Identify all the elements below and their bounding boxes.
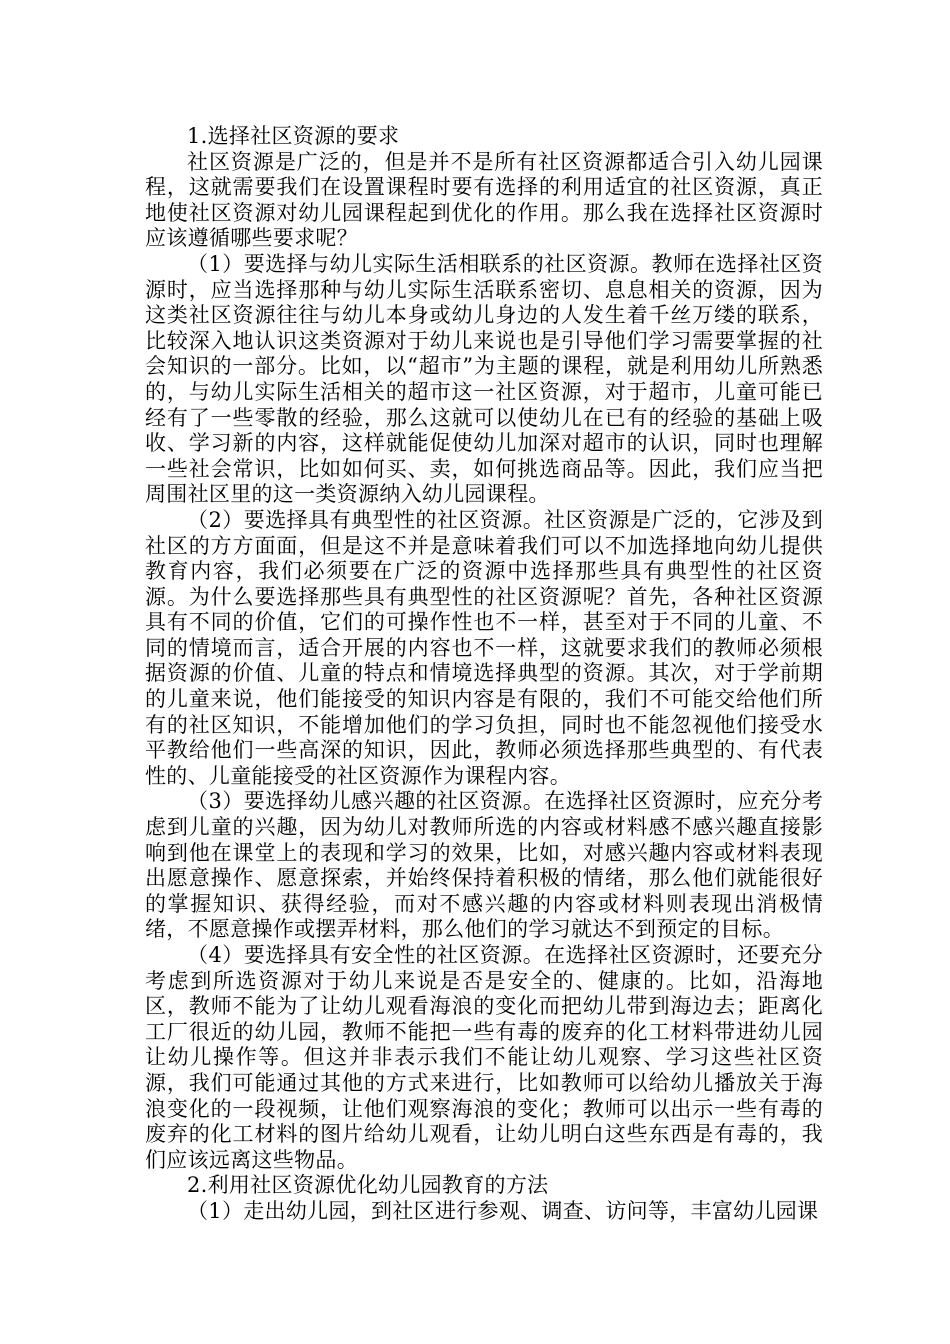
section-heading-2: 2.利用社区资源优化幼儿园教育的方法 [187,1173,549,1198]
paragraph-intro: 社区资源是广泛的，但是并不是所有社区资源都适合引入幼儿园课程，这就需要我们在设置课程时要有选择的利用适宜的社区资源，真正地使社区资源对幼儿园课程起到优化的作用。那么我在选择社区资源时应该遵循哪些要求呢？ [145,149,823,251]
paragraph-requirement-2: （2）要选择具有典型性的社区资源。社区资源是广泛的，它涉及到社区的方方面面，但是这不并是意味着我们可以不加选择地向幼儿提供教育内容，我们必须要在广泛的资源中选择那些具有典型性的社区资源。为什么要选择那些具有典型性的社区资源呢？首先，各种社区资源具有不同的价值，它们的可操作性也不一样，甚至对于不同的儿童、不同的情境而言，适合开展的内容也不一样，这就要求我们的教师必须根据资源的价值、儿童的特点和情境选择典型的资源。其次，对于学前期的儿童来说，他们能接受的知识内容是有限的，我们不可能交给他们所有的社区知识，不能增加他们的学习负担，同时也不能忽视他们接受水平教给他们一些高深的知识，因此，教师必须选择那些典型的、有代表性的、儿童能接受的社区资源作为课程内容。 [145,507,823,788]
document-body [145,124,823,1225]
paragraph-requirement-3: （3）要选择幼儿感兴趣的社区资源。在选择社区资源时，应充分考虑到儿童的兴趣，因为幼儿对教师所选的内容或材料感不感兴趣直接影响到他在课堂上的表现和学习的效果，比如，对感兴趣内容或材料表现出愿意操作、愿意探索，并始终保持着积极的情绪，那么他们就能很好的掌握知识、获得经验，而对不感兴趣的内容或材料则表现出消极情绪，不愿意操作或摆弄材料，那么他们的学习就达不到预定的目标。 [145,789,823,942]
section-heading-1: 1.选择社区资源的要求 [187,124,400,148]
paragraph-requirement-4: （4）要选择具有安全性的社区资源。在选择社区资源时，还要充分考虑到所选资源对于幼儿来说是否是安全的、健康的。比如，沿海地区，教师不能为了让幼儿观看海浪的变化而把幼儿带到海边去；距离化工厂很近的幼儿园，教师不能把一些有毒的废弃的化工材料带进幼儿园让幼儿操作等。但这并非表示我们不能让幼儿观察、学习这些社区资源，我们可能通过其他的方式来进行，比如教师可以给幼儿播放关于海浪变化的一段视频，让他们观察海浪的变化；教师可以出示一些有毒的废弃的化工材料的图片给幼儿观看，让幼儿明白这些东西是有毒的，我们应该远离这些物品。 [145,943,823,1172]
paragraph-requirement-1: （1）要选择与幼儿实际生活相联系的社区资源。教师在选择社区资源时，应当选择那种与幼儿实际生活联系密切、息息相关的资源，因为这类社区资源往往与幼儿本身或幼儿身边的人发生着千丝万缕的联系，比较深入地认识这类资源对于幼儿来说也是引导他们学习需要掌握的社会知识的一部分。比如，以“超市”为主题的课程，就是利用幼儿所熟悉的，与幼儿实际生活相关的超市这一社区资源，对于超市，儿童可能已经有了一些零散的经验，那么这就可以使幼儿在已有的经验的基础上吸收、学习新的内容，这样就能促使幼儿加深对超市的认识，同时也理解一些社会常识，比如如何买、卖，如何挑选商品等。因此，我们应当把周围社区里的这一类资源纳入幼儿园课程。 [145,251,823,507]
paragraph-method-1: （1）走出幼儿园，到社区进行参观、调查、访问等，丰富幼儿园课 [187,1198,819,1223]
